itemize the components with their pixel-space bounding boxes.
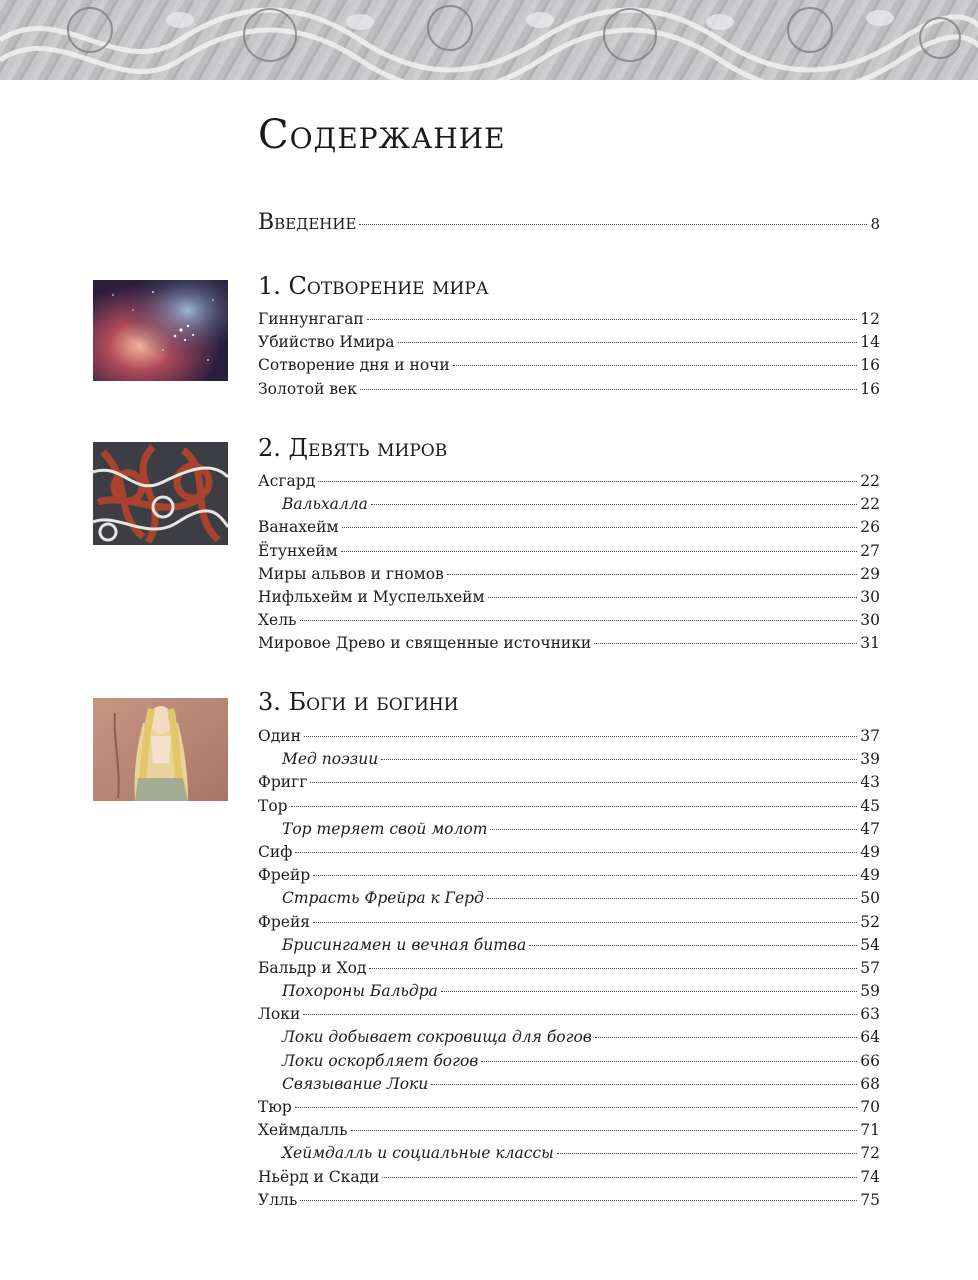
dot-leader xyxy=(318,481,857,482)
entry-page-number: 57 xyxy=(860,958,880,977)
entry-page-number: 22 xyxy=(860,495,880,514)
entry-page-number: 54 xyxy=(860,935,880,954)
entry-page-number: 63 xyxy=(860,1005,880,1024)
toc-subentry[interactable] xyxy=(258,1028,880,1051)
entry-label: Введение xyxy=(258,210,357,235)
entry-label: Связывание Локи xyxy=(282,1074,429,1093)
dot-leader xyxy=(300,620,858,621)
dot-leader xyxy=(291,806,858,807)
entry-page-number: 47 xyxy=(860,819,880,838)
dot-leader xyxy=(371,504,857,505)
toc-entry[interactable] xyxy=(258,611,880,634)
dot-leader xyxy=(487,898,857,899)
dot-leader xyxy=(310,782,857,783)
entry-label: Хель xyxy=(258,611,297,630)
entry-page-number: 27 xyxy=(860,541,880,560)
toc-entry[interactable] xyxy=(258,913,880,936)
dot-leader xyxy=(481,1061,857,1062)
section-2-entries xyxy=(258,472,880,658)
toc-entry[interactable] xyxy=(258,1121,880,1144)
dot-leader xyxy=(398,342,858,343)
entry-page-number: 16 xyxy=(860,379,880,398)
entry-label: Золотой век xyxy=(258,379,357,398)
entry-page-number: 12 xyxy=(860,310,880,328)
dot-leader xyxy=(557,1153,858,1154)
entry-page-number: 49 xyxy=(860,842,880,861)
entry-label: Тюр xyxy=(258,1098,292,1116)
entry-page-number: 45 xyxy=(860,796,880,815)
entry-page-number: 39 xyxy=(860,750,880,769)
entry-label: Фрейя xyxy=(258,912,311,931)
dot-leader xyxy=(595,1037,857,1038)
dot-leader xyxy=(367,319,858,320)
entry-page-number: 68 xyxy=(860,1074,880,1093)
entry-page-number: 75 xyxy=(860,1190,880,1209)
entry-label: Нифльхейм и Муспельхейм xyxy=(258,587,485,606)
toc-entry[interactable] xyxy=(258,588,880,611)
entry-page-number: 43 xyxy=(860,773,880,792)
entry-label: Гиннунгагап xyxy=(258,310,364,328)
section-heading-1: 1. Сотворение мира xyxy=(258,272,489,300)
entry-label: Мед поэзии xyxy=(282,750,379,769)
entry-label: Бальдр и Ход xyxy=(258,958,367,977)
entry-page-number: 26 xyxy=(860,518,880,537)
entry-label: Улль xyxy=(258,1190,298,1209)
entry-label: Локи добывает сокровища для богов xyxy=(282,1028,592,1047)
toc-subentry[interactable] xyxy=(258,889,880,912)
dot-leader xyxy=(303,1014,857,1015)
dot-leader xyxy=(490,829,857,830)
entry-label: Тор теряет свой молот xyxy=(282,819,488,838)
entry-page-number: 14 xyxy=(860,333,880,352)
dot-leader xyxy=(360,389,857,390)
entry-label: Брисингамен и вечная битва xyxy=(282,935,527,954)
entry-page-number: 59 xyxy=(860,982,880,1001)
entry-label: Асгард xyxy=(258,472,316,490)
toc-entry[interactable] xyxy=(258,542,880,565)
toc-entry[interactable] xyxy=(258,1191,880,1214)
section-heading-2: 2. Девять миров xyxy=(258,434,448,462)
section-1-entries xyxy=(258,310,880,403)
entry-label: Мировое Древо и священные источники xyxy=(258,634,592,653)
entry-label: Ньёрд и Скади xyxy=(258,1167,380,1186)
toc-entry[interactable] xyxy=(258,866,880,889)
page-title: Содержание xyxy=(258,112,506,158)
toc-subentry[interactable] xyxy=(258,936,880,959)
toc-entry[interactable] xyxy=(258,727,880,750)
dot-leader xyxy=(351,1130,858,1131)
entry-label: Один xyxy=(258,727,301,745)
entry-page-number: 71 xyxy=(860,1121,880,1140)
toc-entry[interactable] xyxy=(258,1098,880,1121)
dot-leader xyxy=(431,1084,857,1085)
toc-subentry[interactable] xyxy=(258,495,880,518)
cosmic-nebula-image xyxy=(93,280,228,381)
entry-label: Ванахейм xyxy=(258,518,339,537)
entry-page-number: 50 xyxy=(860,889,880,908)
toc-subentry[interactable] xyxy=(258,1052,880,1075)
toc-subentry[interactable] xyxy=(258,982,880,1005)
toc-entry-introduction[interactable] xyxy=(258,210,880,235)
dot-leader xyxy=(359,224,867,225)
toc-entry[interactable] xyxy=(258,356,880,379)
entry-label: Убийство Имира xyxy=(258,333,395,352)
toc-entry[interactable] xyxy=(258,472,880,495)
knotwork-carving-image xyxy=(93,442,228,545)
dot-leader xyxy=(441,991,857,992)
entry-label: Фрейр xyxy=(258,866,311,885)
ornamental-header-band xyxy=(0,0,978,80)
dot-leader xyxy=(304,736,857,737)
dot-leader xyxy=(381,759,857,760)
toc-entry[interactable] xyxy=(258,310,880,333)
entry-page-number: 16 xyxy=(860,356,880,375)
dot-leader xyxy=(313,922,857,923)
entry-page-number: 22 xyxy=(860,472,880,490)
entry-label: Вальхалла xyxy=(282,495,368,514)
dot-leader xyxy=(488,597,858,598)
entry-page-number: 37 xyxy=(860,727,880,745)
entry-page-number: 52 xyxy=(860,912,880,931)
section-heading-3: 3. Боги и богини xyxy=(258,688,459,716)
entry-page-number: 64 xyxy=(860,1028,880,1047)
toc-entry[interactable] xyxy=(258,1168,880,1191)
toc-entry[interactable] xyxy=(258,518,880,541)
entry-label: Тор xyxy=(258,796,288,815)
entry-page-number: 74 xyxy=(860,1167,880,1186)
entry-page-number: 70 xyxy=(860,1098,880,1116)
entry-page-number: 72 xyxy=(860,1144,880,1163)
dot-leader xyxy=(453,365,858,366)
toc-entry[interactable] xyxy=(258,634,880,657)
dot-leader xyxy=(447,574,857,575)
toc-subentry[interactable] xyxy=(258,1075,880,1098)
goddess-painting-image xyxy=(93,698,228,801)
dot-leader xyxy=(313,875,857,876)
entry-label: Ётунхейм xyxy=(258,541,338,560)
dot-leader xyxy=(300,1200,857,1201)
toc-subentry[interactable] xyxy=(258,750,880,773)
entry-label: Хеймдалль и социальные классы xyxy=(282,1144,554,1163)
dot-leader xyxy=(342,527,858,528)
entry-page-number: 8 xyxy=(870,215,880,233)
toc-entry[interactable] xyxy=(258,565,880,588)
dot-leader xyxy=(341,551,858,552)
ornament-pattern xyxy=(0,0,978,80)
entry-label: Похороны Бальдра xyxy=(282,982,438,1001)
entry-label: Хеймдалль xyxy=(258,1121,348,1140)
entry-page-number: 30 xyxy=(860,587,880,606)
entry-label: Локи xyxy=(258,1005,301,1024)
dot-leader xyxy=(594,643,857,644)
entry-label: Локи оскорбляет богов xyxy=(282,1051,479,1070)
toc-entry[interactable] xyxy=(258,959,880,982)
entry-page-number: 30 xyxy=(860,611,880,630)
toc-entry[interactable] xyxy=(258,773,880,796)
dot-leader xyxy=(369,968,857,969)
toc-subentry[interactable] xyxy=(258,820,880,843)
dot-leader xyxy=(382,1177,857,1178)
entry-label: Сотворение дня и ночи xyxy=(258,356,450,375)
entry-label: Фригг xyxy=(258,773,308,792)
entry-page-number: 31 xyxy=(860,634,880,653)
toc-entry[interactable] xyxy=(258,843,880,866)
toc-entry[interactable] xyxy=(258,333,880,356)
dot-leader xyxy=(295,1107,858,1108)
toc-subentry[interactable] xyxy=(258,1144,880,1167)
dot-leader xyxy=(295,852,857,853)
section-3-entries xyxy=(258,727,880,1214)
dot-leader xyxy=(529,945,857,946)
entry-page-number: 29 xyxy=(860,564,880,583)
toc-entry[interactable] xyxy=(258,797,880,820)
entry-label: Миры альвов и гномов xyxy=(258,564,444,583)
entry-label: Страсть Фрейра к Герд xyxy=(282,889,484,908)
toc-entry[interactable] xyxy=(258,380,880,403)
entry-label: Сиф xyxy=(258,842,293,861)
entry-page-number: 66 xyxy=(860,1051,880,1070)
entry-page-number: 49 xyxy=(860,866,880,885)
toc-entry[interactable] xyxy=(258,1005,880,1028)
